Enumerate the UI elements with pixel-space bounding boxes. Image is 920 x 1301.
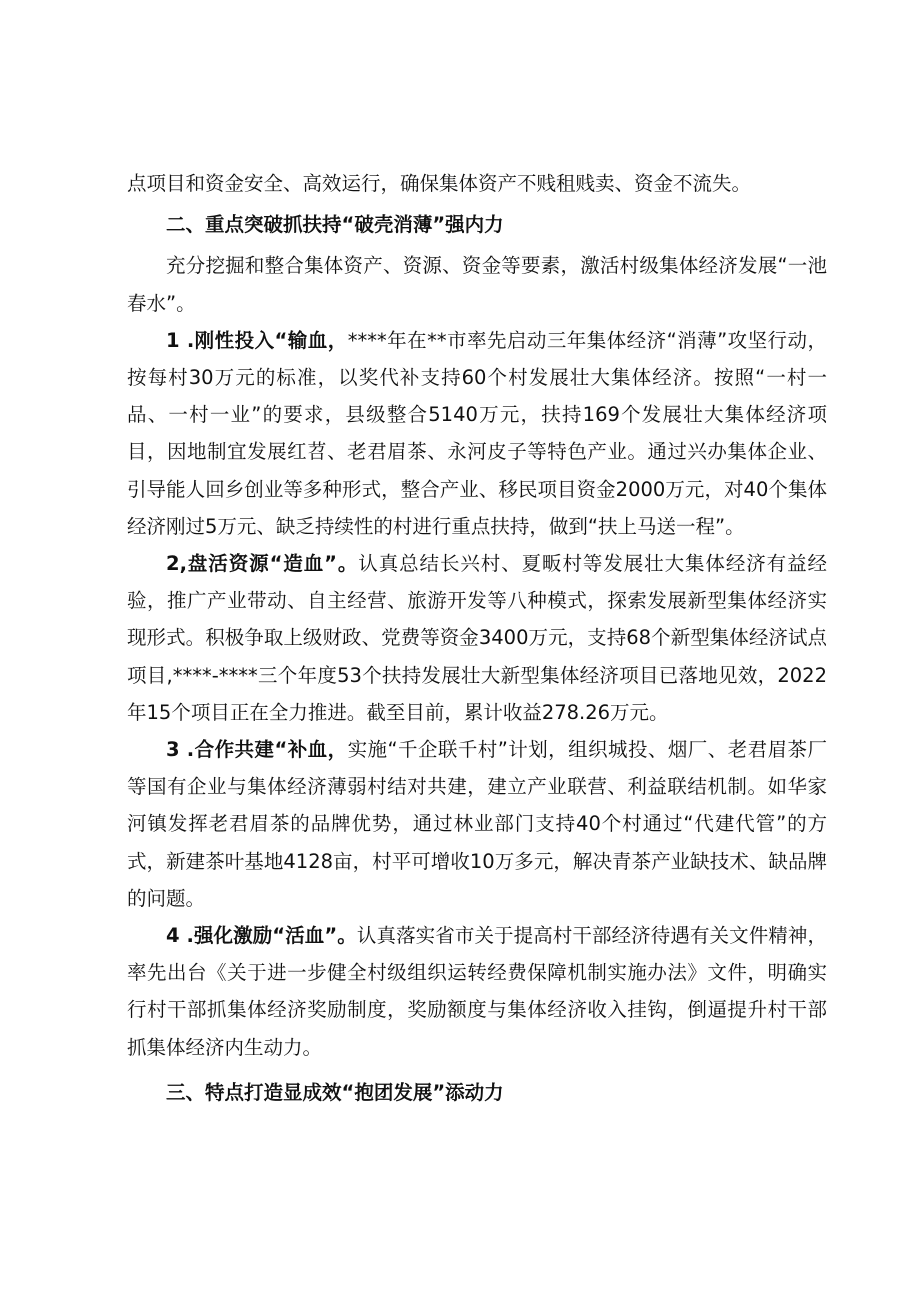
item-4-body: 认真落实省市关于提高村干部经济待遇有关文件精神，率先出台《关于进一步健全村级组织运转经费保障机制实施办法》文件，明确实行村干部抓集体经济奖励制度，奖励额度与集体经济收入挂钩，倒逼提升村干部抓集体经济内生动力。 xyxy=(127,924,827,1059)
item-3-lead: 3 .合作共建“补血， xyxy=(166,738,348,762)
item-2-paragraph xyxy=(127,545,827,731)
item-4-lead: 4 .强化激励“活血”。 xyxy=(166,924,357,948)
document-page xyxy=(127,165,827,1115)
paragraph-continuation: 点项目和资金安全、高效运行，确保集体资产不贱租贱卖、资金不流失。 xyxy=(127,172,752,195)
item-1-body: ****年在**市率先启动三年集体经济“消薄”攻坚行动，按每村30万元的标准，以奖代补支持60个村发展壮大集体经济。按照“一村一品、一村一业”的要求，县级整合5140万元，扶持169个发展壮大集体经济项目，因地制宜发展红苕、老君眉茶、永河皮子等特色产业。通过兴办集体企业、引导能人回乡创业等多种形式，整合产业、移民项目资金2000万元，对40个集体经济刚过5万元、缺乏持续性的村进行重点扶持，做到“扶上马送一程”。 xyxy=(127,328,827,538)
item-2-body: 认真总结长兴村、夏畈村等发展壮大集体经济有益经验，推广产业带动、自主经营、旅游开发等八种模式，探索发展新型集体经济实现形式。积极争取上级财政、党费等资金3400万元，支持68个新型集体经济试点项目,****-****三个年度53个扶持发展壮大新型集体经济项目已落地见效，2022年15个项目正在全力推进。截至目前，累计收益278.26万元。 xyxy=(127,552,827,724)
item-4-paragraph xyxy=(127,917,827,1066)
item-1-paragraph xyxy=(127,322,827,545)
item-3-body: 实施“千企联千村”计划，组织城投、烟厂、老君眉茶厂等国有企业与集体经济薄弱村结对共建，建立产业联营、利益联结机制。如华家河镇发挥老君眉茶的品牌优势，通过林业部门支持40个村通过“代建代管”的方式，新建茶叶基地4128亩，村平可增收10万多元，解决青茶产业缺技术、缺品牌的问题。 xyxy=(127,738,827,910)
item-3-paragraph xyxy=(127,731,827,917)
section-heading-3: 三、特点打造显成效“抱团发展”添动力 xyxy=(166,1080,504,1104)
item-2-lead: 2,盘活资源“造血”。 xyxy=(166,552,359,576)
spacer xyxy=(127,1066,827,1070)
section-heading-2: 二、重点突破抓扶持“破壳消薄”强内力 xyxy=(166,213,504,237)
paragraph-intro: 充分挖掘和整合集体资产、资源、资金等要素，激活村级集体经济发展“一池春水”。 xyxy=(127,254,827,315)
item-1-lead: 1 .刚性投入“输血， xyxy=(166,328,348,352)
